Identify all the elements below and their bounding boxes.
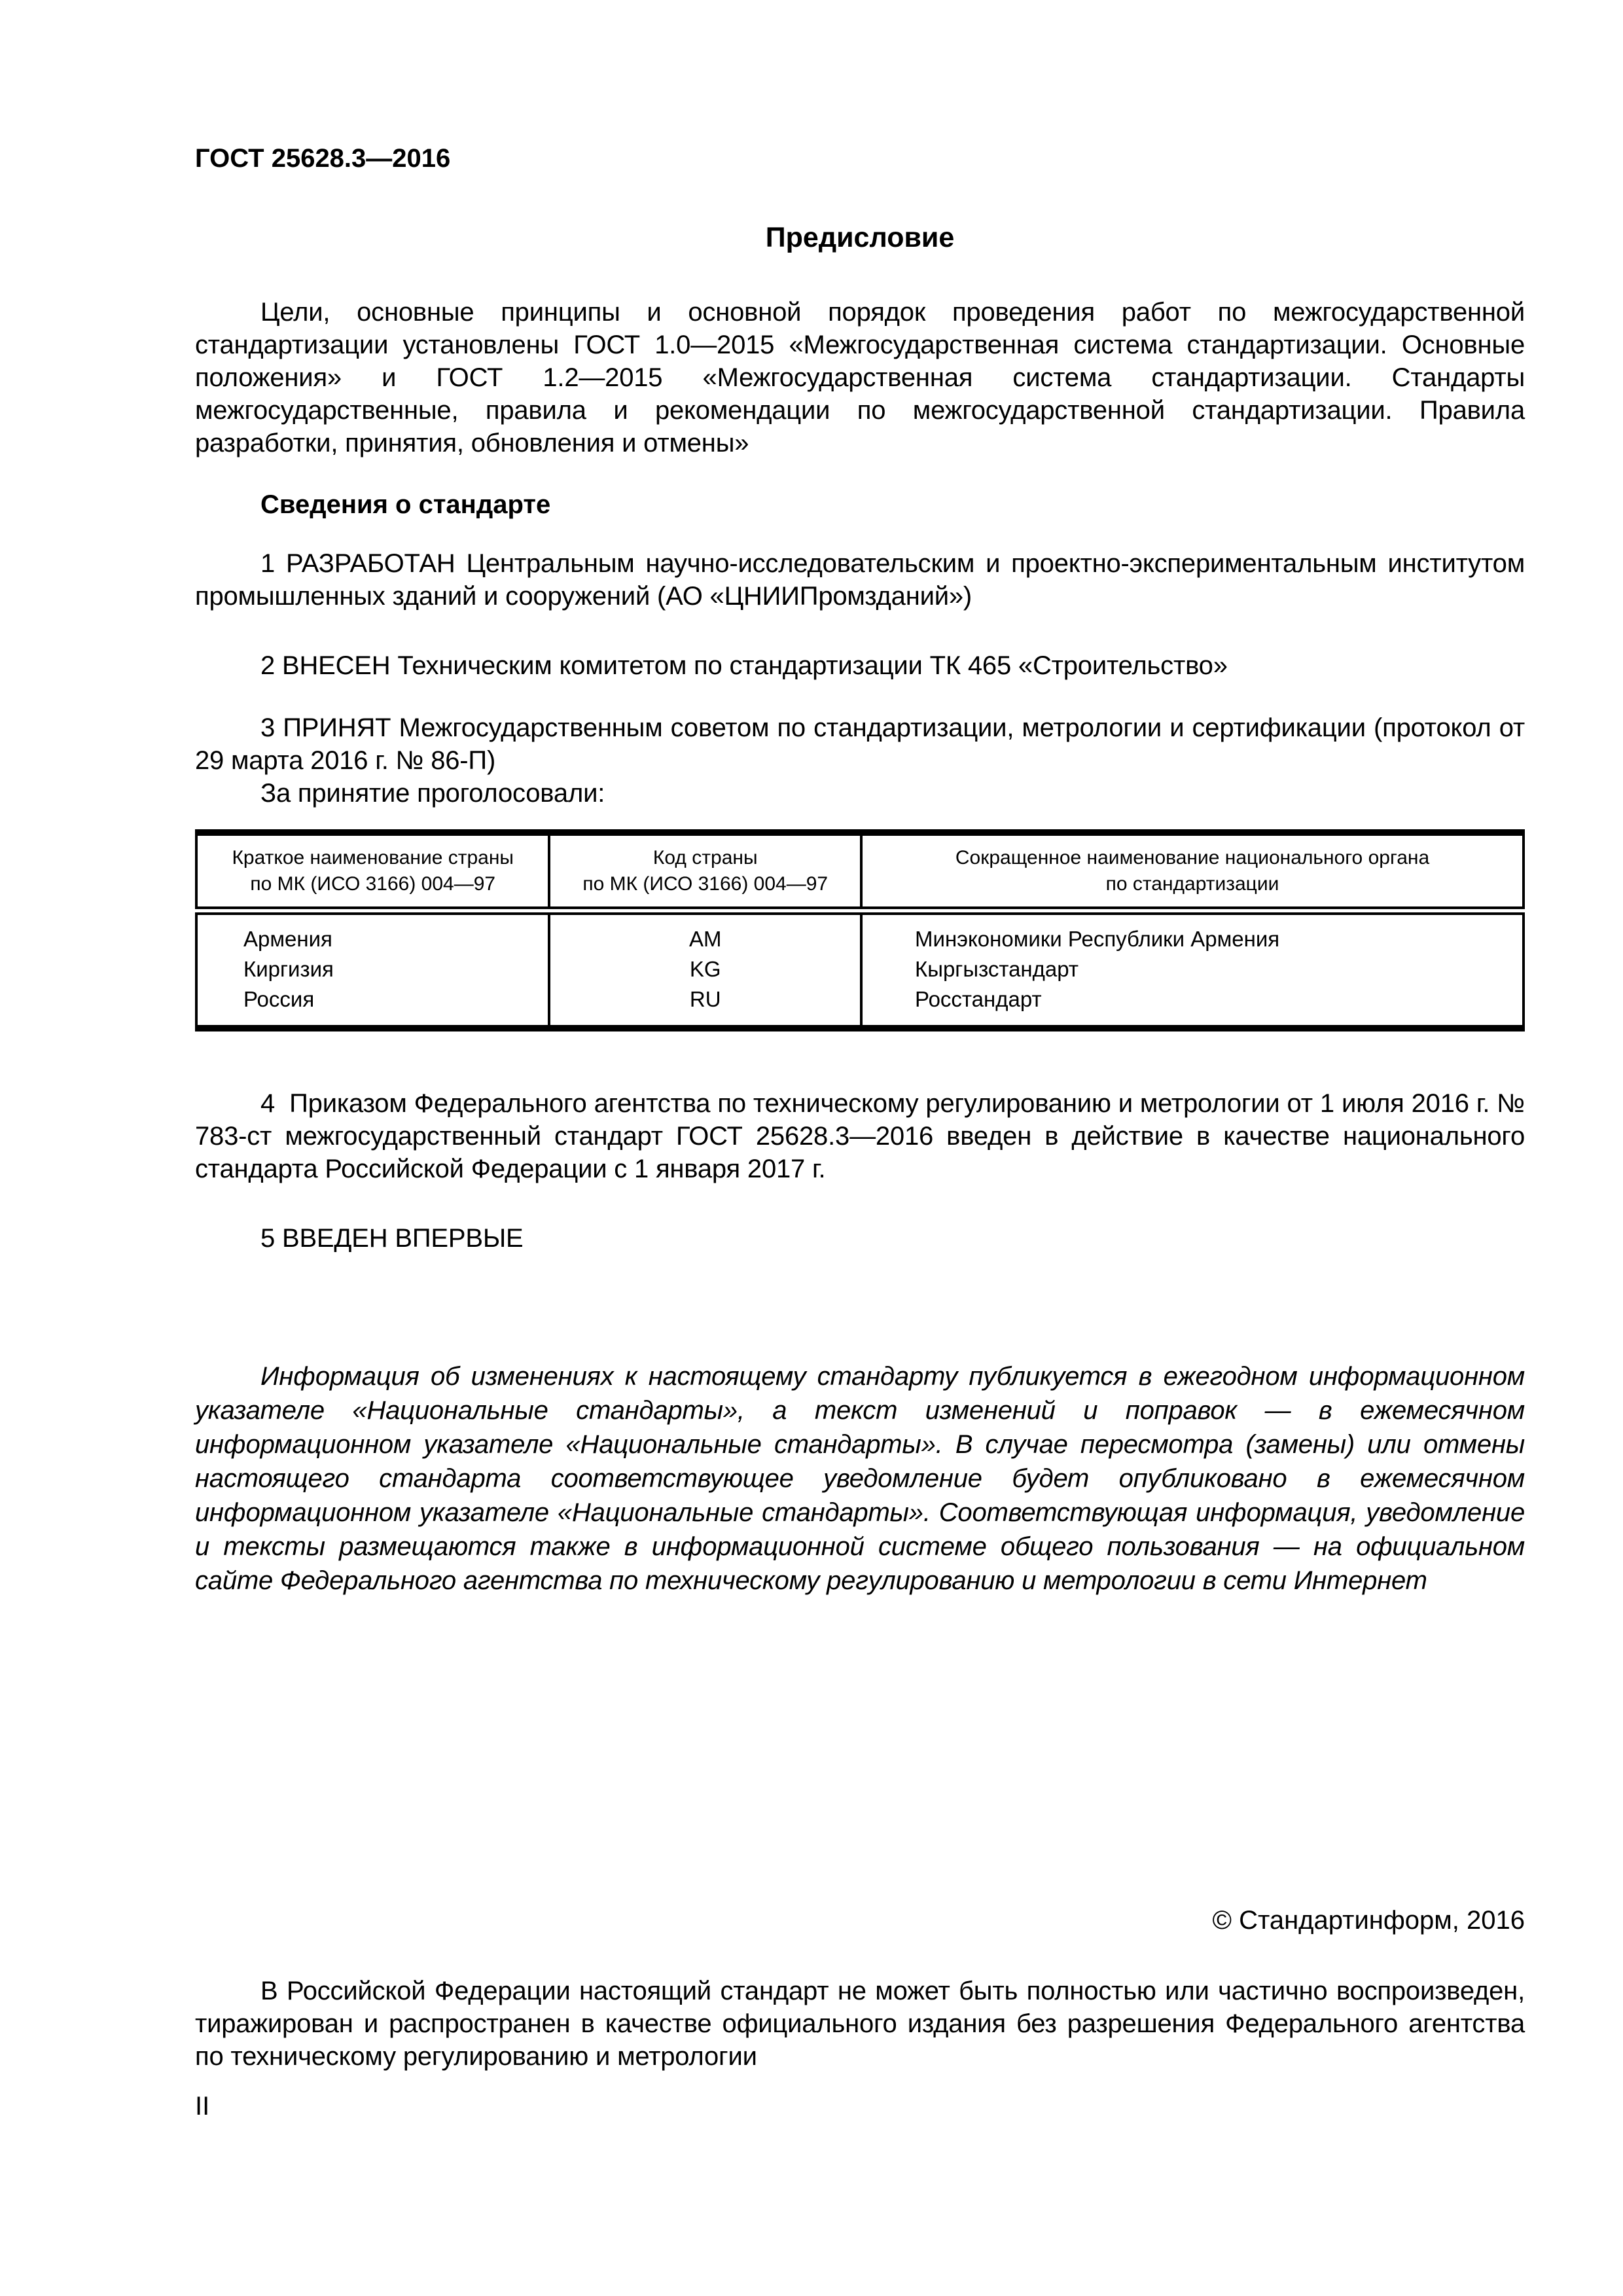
org-cell: Росстандарт — [861, 984, 1524, 1028]
foreword-item-4: 4 Приказом Федерального агентства по техническому регулированию и метрологии от 1 июля 2016 г. № 783-ст межгосударственный стандарт ГОСТ 25628.3—2016 введен в действие в качестве национального стандарта Российской Федерации с 1 января 2017 г. — [195, 1089, 1525, 1183]
vote-intro-line: За принятие проголосовали: — [260, 779, 605, 808]
vote-table — [195, 829, 1525, 1031]
col-header-code-line2: по МК (ИСО 3166) 004—97 — [582, 873, 829, 895]
col-header-org — [861, 833, 1524, 911]
col-header-code-line1: Код страны — [652, 847, 758, 869]
code-cell: KG — [549, 954, 861, 984]
col-header-org-line1: Сокращенное наименование национального органа — [955, 847, 1430, 869]
code-cell: AM — [549, 911, 861, 955]
table-row — [196, 911, 1524, 955]
code-cell: RU — [549, 984, 861, 1028]
intro-paragraph: Цели, основные принципы и основной порядок проведения работ по межгосударственной стандартизации установлены ГОСТ 1.0—2015 «Межгосударственная система стандартизации. Основные положения» и ГОСТ 1.2—2015 «Межгосударственная система стандартизации. Стандарты межгосударственные, правила и рекомендации по межгосударственной стандартизации. Правила разработки, принятия, обновления и отмены» — [195, 298, 1525, 457]
org-cell: Кыргызстандарт — [861, 954, 1524, 984]
country-cell: Киргизия — [243, 957, 334, 981]
col-header-org-line2: по стандартизации — [1105, 873, 1279, 895]
copyright-line: © Стандартинформ, 2016 — [1212, 1906, 1525, 1935]
table-row — [196, 984, 1524, 1028]
col-header-code — [549, 833, 861, 911]
foreword-item-3: 3 ПРИНЯТ Межгосударственным советом по стандартизации, метрологии и сертификации (протокол от 29 марта 2016 г. № 86-П) — [195, 713, 1525, 775]
foreword-item-1: 1 РАЗРАБОТАН Центральным научно-исследовательским и проектно-экспериментальным институтом промышленных зданий и сооружений (АО «ЦНИИПромзданий») — [195, 549, 1525, 611]
vote-table-header-row — [196, 833, 1524, 911]
country-cell: Армения — [243, 927, 332, 951]
page-number: II — [195, 2092, 210, 2121]
org-cell: Минэкономики Республики Армения — [861, 911, 1524, 955]
table-row — [196, 954, 1524, 984]
col-header-country-line1: Краткое наименование страны — [232, 847, 514, 869]
page-content — [195, 144, 1525, 2123]
col-header-country-line2: по МК (ИСО 3166) 004—97 — [250, 873, 496, 895]
col-header-country — [196, 833, 549, 911]
standard-info-heading: Сведения о стандарте — [260, 490, 551, 519]
page-title: Предисловие — [765, 222, 955, 253]
update-info-notice: Информация об изменениях к настоящему стандарту публикуется в ежегодном информационном указателе «Национальные стандарты», а текст изменений и поправок — в ежемесячном информационном указателе «Национальные стандарты». В случае пересмотра (замены) или отмены настоящего стандарта соответствующее уведомление будет опубликовано в ежемесячном информационном указателе «Национальные стандарты». Соответствующая информация, уведомление и тексты размещаются также в информационной системе общего пользования — на официальном сайте Федерального агентства по техническому регулированию и метрологии в сети Интернет — [195, 1362, 1525, 1595]
foreword-item-5: 5 ВВЕДЕН ВПЕРВЫЕ — [260, 1224, 524, 1253]
country-cell: Россия — [243, 987, 315, 1011]
reproduction-notice: В Российской Федерации настоящий стандарт не может быть полностью или частично воспроизведен, тиражирован и распространен в качестве официального издания без разрешения Федерального агентства по техническому регулированию и метрологии — [195, 1977, 1525, 2071]
doc-number: ГОСТ 25628.3—2016 — [195, 144, 451, 173]
foreword-item-2: 2 ВНЕСЕН Техническим комитетом по стандартизации ТК 465 «Строительство» — [260, 651, 1228, 680]
